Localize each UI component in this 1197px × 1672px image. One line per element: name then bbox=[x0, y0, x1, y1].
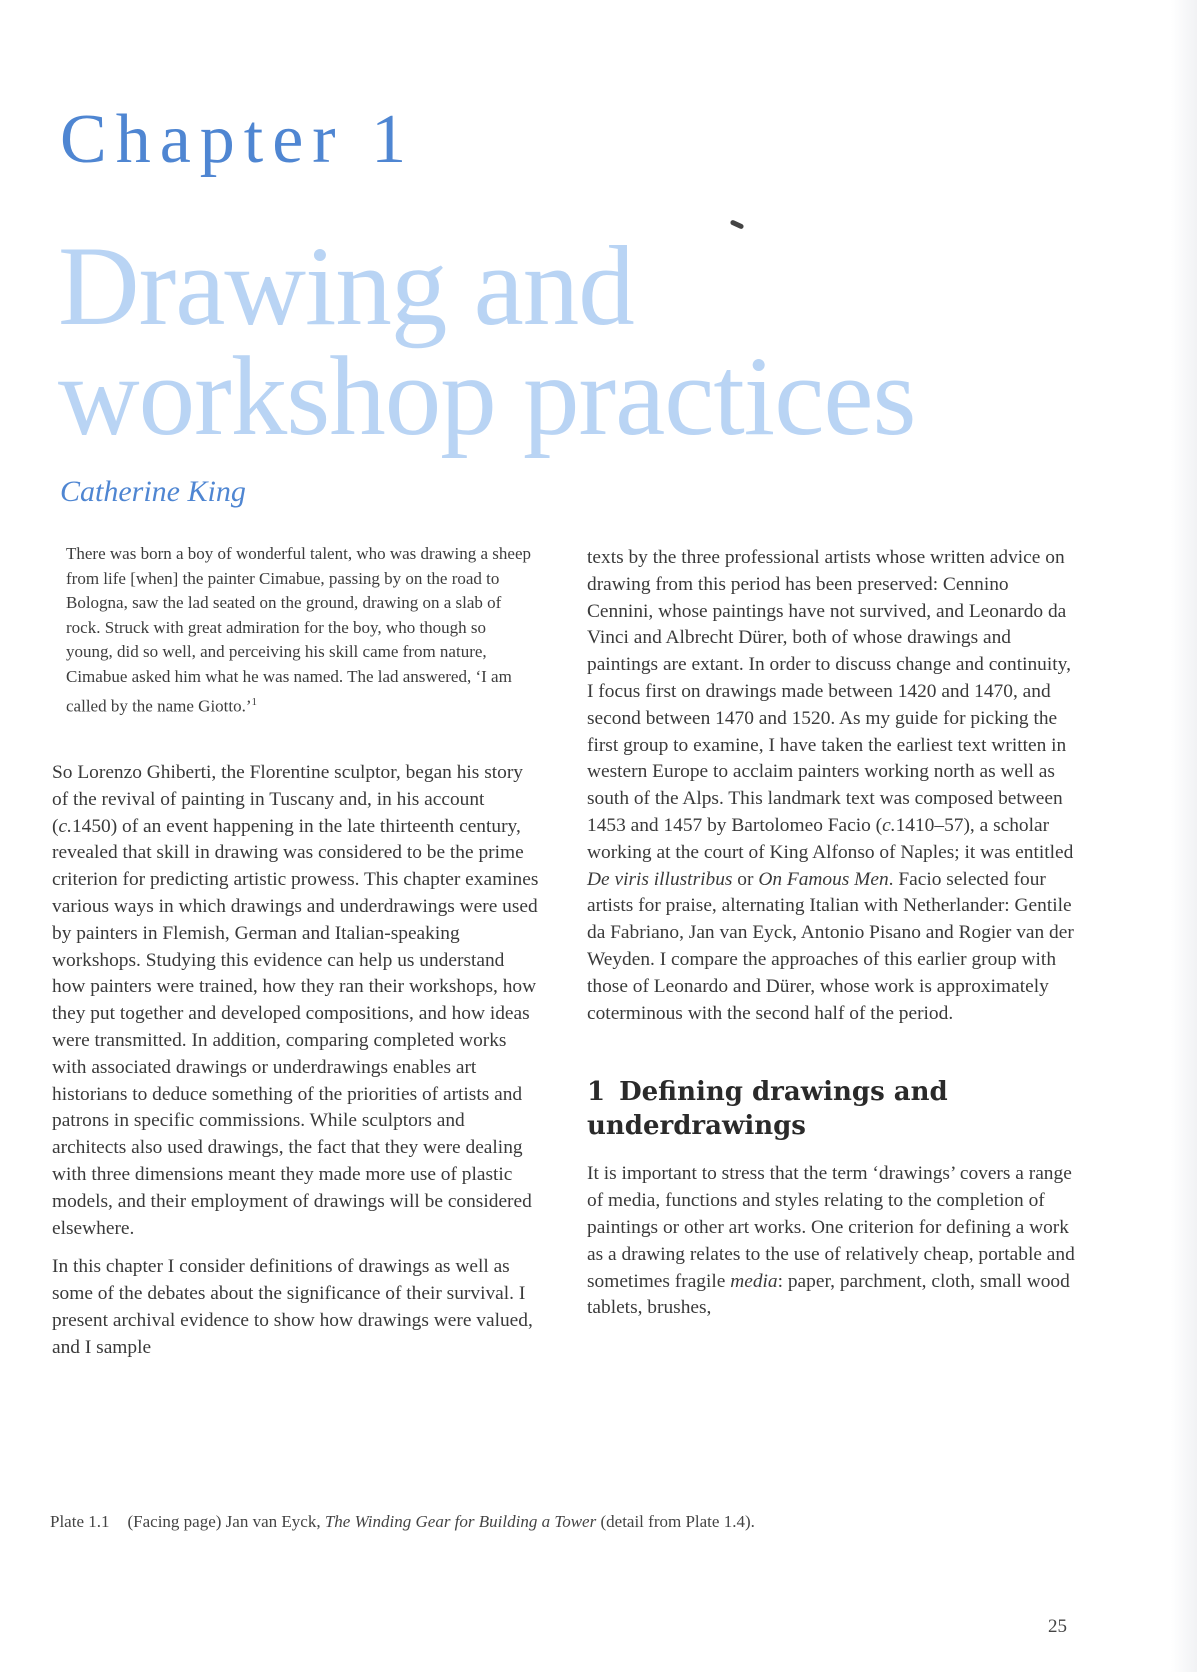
caption-text: (detail from Plate 1.4). bbox=[596, 1512, 755, 1531]
chapter-label: Chapter 1 bbox=[60, 101, 416, 178]
text-run: . Facio selected four artists for praise, alternating Italian with Netherlander: Gentile da Fabriano, Jan van Eyck, Antonio Pisano and Rogier van der Weyden. I compare the approaches of this earlier group with those of Leonardo and Dürer, whose work is approximately coterminous with the second half of the period. bbox=[587, 868, 1074, 1024]
artwork-title: The Winding Gear for Building a Tower bbox=[324, 1512, 597, 1531]
author-name: Catherine King bbox=[60, 475, 246, 508]
paragraph-chapter-scope: In this chapter I consider definitions of drawings as well as some of the debates about the significance of their survival. I present archival evidence to show how drawings were valued, and I sample bbox=[52, 1256, 533, 1358]
circa-abbrev: c. bbox=[58, 815, 72, 837]
ink-smudge bbox=[730, 219, 745, 229]
body-column-right bbox=[587, 545, 1077, 1322]
plate-caption bbox=[50, 1512, 1130, 1532]
text-run: 1410–57), a scholar working at the court of King Alfonso of Naples; it was entitled bbox=[587, 814, 1074, 863]
text-run: 1450) of an event happening in the late thirteenth century, revealed that skill in drawing was considered to be the prime criterion for predicting artistic prowess. This chapter examines various ways in which drawings and underdrawings were used by painters in Flemish, German and Italian-speaking workshops. Studying this evidence can help us understand how painters were trained, how they ran their workshops, how they put together and developed compositions, and how ideas were transmitted. In addition, comparing completed works with associated drawings or underdrawings enables art historians to deduce something of the priorities of artists and patrons in specific commissions. While sculptors and architects also used drawings, the fact that they were dealing with three dimensions meant they made more use of plastic models, and their employment of drawings will be considered elsewhere. bbox=[52, 815, 539, 1239]
italic-term: media bbox=[730, 1270, 778, 1292]
plate-label: Plate 1.1 bbox=[50, 1512, 110, 1531]
epigraph-text: There was born a boy of wonderful talent, who was drawing a sheep from life [when] the painter Cimabue, passing by on the road to Bologna, saw the lad seated on the ground, drawing on a slab of rock. Struck with great admiration for the boy, who though so young, did so well, and perceiving his skill came from nature, Cimabue asked him what he was named. The lad answered, ‘I am called by the name Giotto.’ bbox=[66, 544, 531, 716]
text-run: texts by the three professional artists whose written advice on drawing from this period has been preserved: Cennino Cennini, whose paintings have not survived, and Leonardo da Vinci and Albrecht Dürer, both of whose drawings and paintings are extant. In order to discuss change and continuity, I focus first on drawings made between 1420 and 1470, and second between 1470 and 1520. As my guide for picking the first group to examine, I have taken the earliest text written in western Europe to acclaim painters working north as well as south of the Alps. This landmark text was composed between 1453 and 1457 by Bartolomeo Facio ( bbox=[587, 547, 1071, 836]
circa-abbrev: c. bbox=[882, 814, 896, 836]
italic-title: On Famous Men bbox=[758, 868, 889, 890]
section-title: Defining drawings and underdrawings bbox=[587, 1077, 948, 1142]
section-number: 1 bbox=[587, 1077, 606, 1108]
footnote-marker: 1 bbox=[251, 695, 258, 708]
page-number: 25 bbox=[1048, 1616, 1067, 1637]
text-run: : paper, parchment, cloth, small wood tablets, brushes, bbox=[587, 1270, 1070, 1319]
chapter-title-line-1: Drawing and bbox=[58, 224, 634, 349]
caption-text: (Facing page) Jan van Eyck, bbox=[127, 1512, 325, 1531]
chapter-title bbox=[58, 224, 916, 459]
paragraph-intro bbox=[52, 760, 542, 1242]
paragraph-definitions bbox=[587, 1161, 1077, 1322]
section-heading bbox=[587, 1075, 1077, 1143]
chapter-title-line-2: workshop practices bbox=[58, 334, 916, 459]
text-run: or bbox=[732, 868, 759, 890]
text-run: It is important to stress that the term ‘drawings’ covers a range of media, functions and styles relating to the completion of paintings or other art works. One criterion for defining a work as a drawing relates to the use of relatively cheap, portable and sometimes fragile bbox=[587, 1163, 1075, 1292]
scan-edge-shadow bbox=[1171, 0, 1197, 1672]
italic-title: De viris illustribus bbox=[587, 868, 733, 890]
body-column-left bbox=[52, 760, 542, 1362]
epigraph-quote bbox=[66, 542, 531, 719]
text-run: So Lorenzo Ghiberti, the Florentine sculptor, began his story of the revival of painting in Tuscany and, in his account ( bbox=[52, 762, 523, 837]
paragraph-continued bbox=[587, 545, 1077, 1027]
